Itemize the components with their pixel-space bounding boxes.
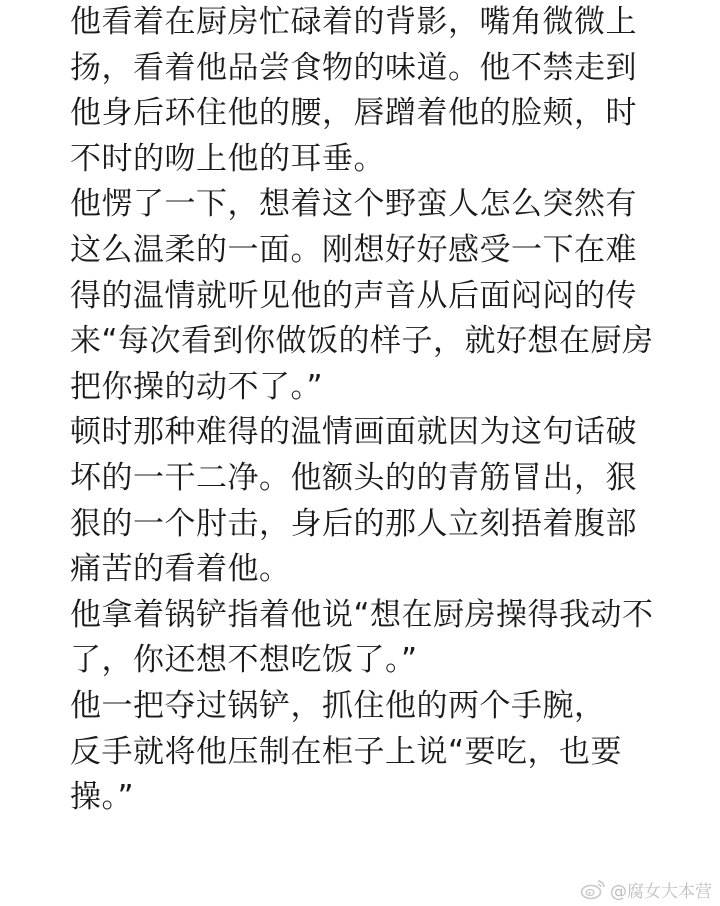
text-line: 他拿着锅铲指着他说“想在厨房操得我动不 — [70, 596, 654, 633]
text-line: 扬，看着他品尝食物的味道。他不禁走到 — [70, 49, 637, 86]
text-line: 痛苦的看着他。 — [70, 551, 291, 588]
text-line: 他一把夺过锅铲，抓住他的两个手腕， — [70, 687, 606, 724]
text-line: 反手就将他压制在柜子上说“要吃，也要 — [70, 733, 623, 770]
text-line: 不时的吻上他的耳垂。 — [70, 140, 385, 177]
text-line: 狠的一个肘击，身后的那人立刻捂着腹部 — [70, 505, 637, 542]
text-line: 来“每次看到你做饭的样子，就好想在厨房 — [70, 323, 654, 360]
text-line: 顿时那种难得的温情画面就因为这句话破 — [70, 414, 637, 451]
story-text — [70, 0, 710, 821]
text-line: 了，你还想不想吃饭了。” — [70, 642, 418, 679]
text-line: 把你操的动不了。” — [70, 368, 324, 405]
text-line: 得的温情就听见他的声音从后面闷闷的传 — [70, 277, 637, 314]
text-line: 操。” — [70, 779, 135, 816]
text-line: 坏的一干二净。他额头的的青筋冒出，狠 — [70, 459, 637, 496]
text-line: 他身后环住他的腰，唇蹭着他的脸颊，时 — [70, 95, 637, 132]
text-line: 他看着在厨房忙碌着的背影，嘴角微微上 — [70, 4, 637, 40]
text-line: 这么温柔的一面。刚想好好感受一下在难 — [70, 231, 637, 268]
weibo-logo-icon — [580, 878, 606, 900]
watermark-text: @腐女大本营 — [610, 881, 712, 902]
text-line: 他愣了一下，想着这个野蛮人怎么突然有 — [70, 186, 637, 223]
watermark — [580, 876, 712, 902]
